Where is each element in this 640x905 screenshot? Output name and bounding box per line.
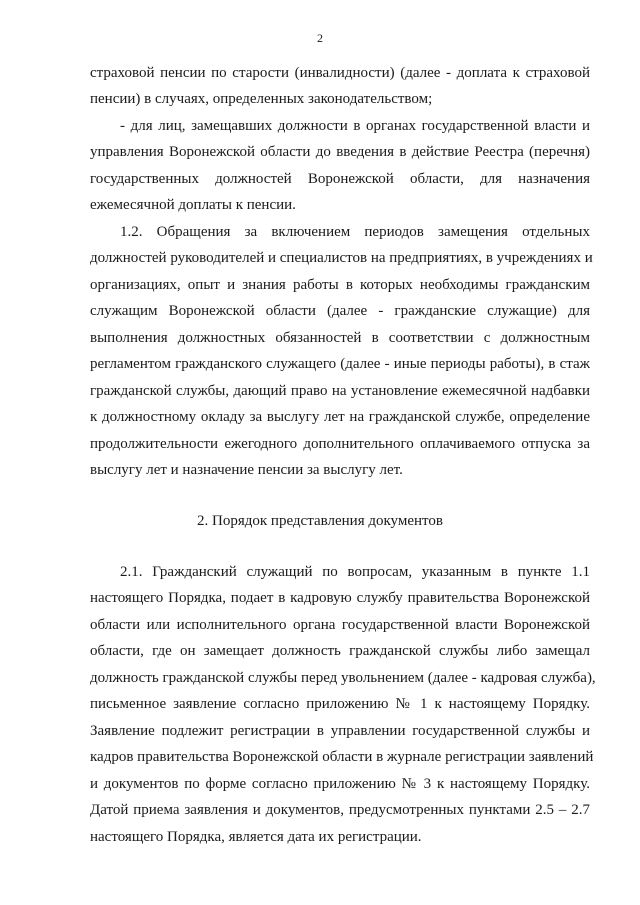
text-line: - для лиц, замещавших должности в органах государственной власти и: [120, 118, 590, 134]
text-line: организациях, опыт и знания работы в которых необходимы гражданским: [90, 277, 590, 293]
text-line: и документов по форме согласно приложению № 3 к настоящему Порядку.: [90, 776, 590, 792]
text-line: государственных должностей Воронежской области, для назначения: [90, 171, 590, 187]
text-line: должность гражданской службы перед увольнением (далее - кадровая служба),: [90, 670, 596, 686]
text-line: настоящего Порядка, является дата их регистрации.: [90, 829, 422, 845]
text-line: гражданской службы, дающий право на установление ежемесячной надбавки: [90, 383, 590, 399]
text-line: служащим Воронежской области (далее - гражданские служащие) для: [90, 303, 590, 319]
text-line: области, где он замещает должность гражданской службы либо замещал: [90, 643, 590, 659]
text-line: Заявление подлежит регистрации в управлении государственной службы и: [90, 723, 590, 739]
text-line: 1.2. Обращения за включением периодов замещения отдельных: [120, 224, 590, 240]
text-line: письменное заявление согласно приложению № 1 к настоящему Порядку.: [90, 696, 590, 712]
text-line: регламентом гражданского служащего (далее - иные периоды работы), в стаж: [90, 356, 590, 372]
text-line: настоящего Порядка, подает в кадровую службу правительства Воронежской: [90, 590, 590, 606]
text-line: пенсии) в случаях, определенных законодательством;: [90, 91, 433, 107]
text-line: продолжительности ежегодного дополнительного оплачиваемого отпуска за: [90, 436, 590, 452]
text-line: области или исполнительного органа государственной власти Воронежской: [90, 617, 590, 633]
text-line: ежемесячной доплаты к пенсии.: [90, 197, 296, 213]
text-line: должностей руководителей и специалистов на предприятиях, в учреждениях и: [90, 250, 593, 266]
section-heading: 2. Порядок представления документов: [197, 513, 443, 529]
text-line: управления Воронежской области до введения в действие Реестра (перечня): [90, 144, 590, 160]
text-line: 2.1. Гражданский служащий по вопросам, указанным в пункте 1.1: [120, 564, 590, 580]
text-line: к должностному окладу за выслугу лет на гражданской службе, определение: [90, 409, 590, 425]
page-number: 2: [317, 31, 323, 45]
text-line: кадров правительства Воронежской области в журнале регистрации заявлений: [90, 749, 594, 765]
text-line: выслугу лет и назначение пенсии за выслугу лет.: [90, 462, 403, 478]
text-line: страховой пенсии по старости (инвалидности) (далее - доплата к страховой: [90, 65, 590, 81]
text-line: Датой приема заявления и документов, предусмотренных пунктами 2.5 – 2.7: [90, 802, 590, 818]
text-line: выполнения должностных обязанностей в соответствии с должностным: [90, 330, 590, 346]
